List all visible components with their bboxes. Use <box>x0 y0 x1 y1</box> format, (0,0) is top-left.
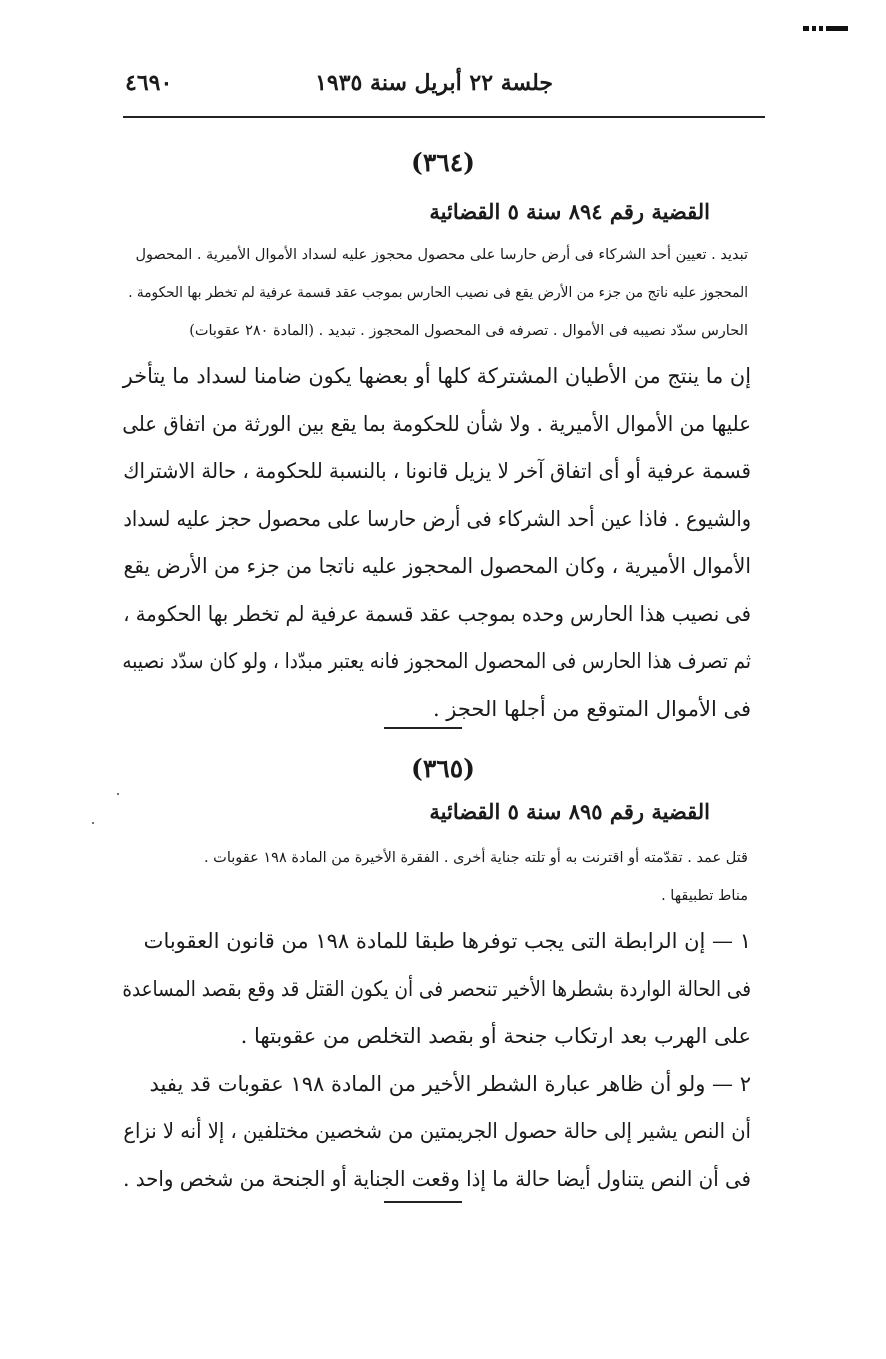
case-body-364 <box>123 353 751 733</box>
page-header <box>125 68 765 108</box>
page-number: ٤٦٩٠ <box>125 70 173 96</box>
body-line: ١ — إن الرابطة التى يجب توفرها طبقا للمادة ١٩٨ من قانون العقوبات <box>143 929 751 953</box>
summary-line: قتل عمد . تقدّمته أو اقترنت به أو تلته جناية أخرى . الفقرة الأخيرة من المادة ١٩٨ عقوبات . <box>203 850 748 866</box>
summary-line: الحارس سدّد نصيبه فى الأموال . تصرفه فى المحصول المحجوز . تبديد . (المادة ٢٨٠ عقوبات) <box>189 323 748 339</box>
body-line: الأموال الأميرية ، وكان المحصول المحجوز عليه ناتجا من جزء من الأرض يقع <box>123 554 752 578</box>
summary-line: تبديد . تعيين أحد الشركاء فى أرض حارسا على محصول محجوز عليه لسداد الأموال الأميرية . المحصول <box>135 247 748 263</box>
case-number-364: (٣٦٤) <box>411 148 475 177</box>
body-line: فى الحالة الواردة بشطرها الأخير تنحصر فى أن يكون القتل قد وقع بقصد المساعدة <box>122 976 751 1001</box>
body-line: قسمة عرفية أو أى اتفاق آخر لا يزيل قانونا ، بالنسبة للحكومة ، حالة الاشتراك <box>123 459 751 483</box>
case-separator-rule <box>384 727 462 729</box>
body-line: فى أن النص يتناول أيضا حالة ما إذا وقعت الجناية أو الجنحة من شخص واحد . <box>123 1166 752 1191</box>
body-line: فى نصيب هذا الحارس وحده بموجب عقد قسمة عرفية لم تخطر بها الحكومة ، <box>123 601 751 626</box>
session-date-header: جلسة ٢٢ أبريل سنة ١٩٣٥ <box>315 70 553 96</box>
end-rule <box>384 1201 462 1203</box>
case-title-365: القضية رقم ٨٩٥ سنة ٥ القضائية <box>429 799 710 824</box>
body-line: عليها من الأموال الأميرية . ولا شأن للحكومة بما يقع بين الورثة من اتفاق على <box>122 411 751 436</box>
case-summary-365 <box>128 839 748 915</box>
header-rule <box>123 116 765 118</box>
body-line: ثم تصرف هذا الحارس فى المحصول المحجوز فانه يعتبر مبدّدا ، ولو كان سدّد نصيبه <box>122 649 751 673</box>
scan-registration-mark <box>803 26 855 32</box>
summary-line: مناط تطبيقها . <box>661 888 748 904</box>
body-line: فى الأموال المتوقع من أجلها الحجز . <box>432 696 751 721</box>
body-line: ٢ — ولو أن ظاهر عبارة الشطر الأخير من المادة ١٩٨ عقوبات قد يفيد <box>149 1071 751 1096</box>
body-line: إن ما ينتج من الأطيان المشتركة كلها أو بعضها يكون ضامنا لسداد ما يتأخر <box>122 364 752 388</box>
scan-speck <box>117 793 119 795</box>
summary-line: المحجوز عليه ناتج من جزء من الأرض يقع فى نصيب الحارس بموجب عقد قسمة عرفية لم تخطر بها الحكومة . <box>128 285 748 301</box>
body-line: على الهرب بعد ارتكاب جنحة أو بقصد التخلص من عقوبتها . <box>240 1024 751 1048</box>
body-line: والشيوع . فاذا عين أحد الشركاء فى أرض حارسا على محصول حجز عليه لسداد <box>123 506 751 531</box>
case-body-365 <box>123 918 751 1203</box>
body-line: أن النص يشير إلى حالة حصول الجريمتين من شخصين مختلفين ، إلا أنه لا نزاع <box>123 1119 751 1143</box>
scan-speck <box>92 822 94 824</box>
case-title-364: القضية رقم ٨٩٤ سنة ٥ القضائية <box>429 199 710 224</box>
case-number-365: (٣٦٥) <box>411 754 475 783</box>
case-summary-364 <box>128 236 748 350</box>
